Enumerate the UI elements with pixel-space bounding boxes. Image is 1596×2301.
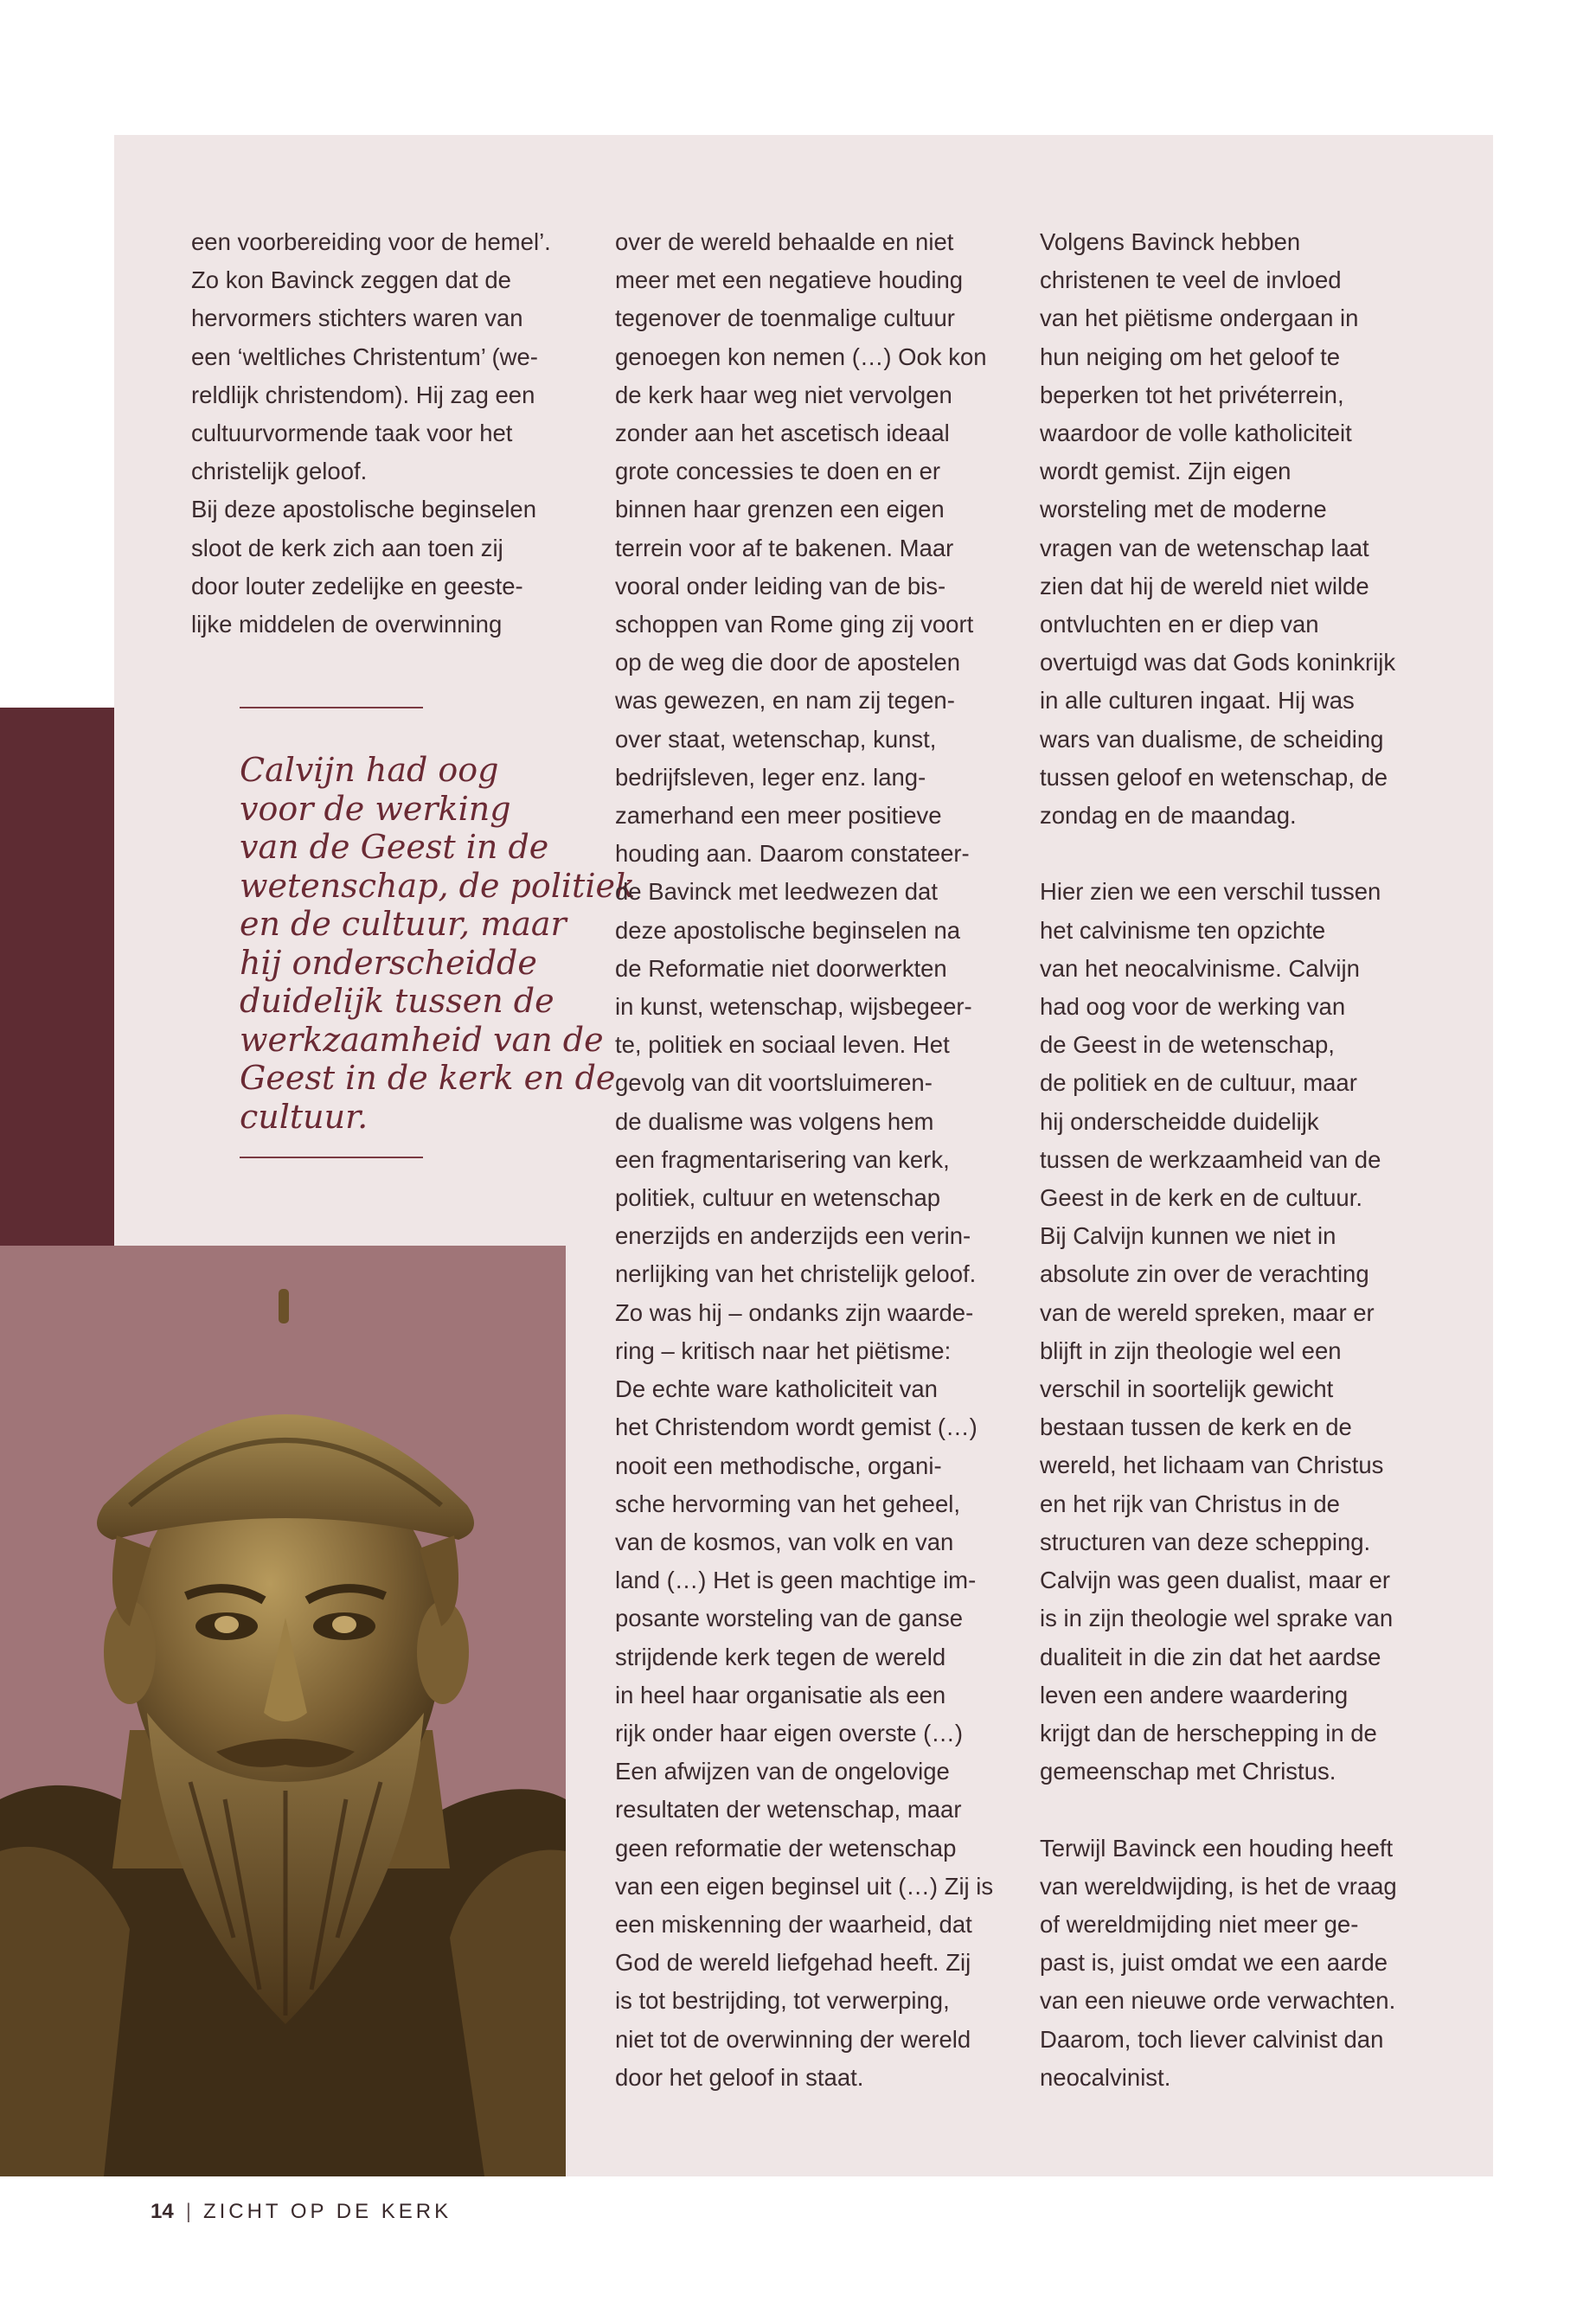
text-line: deze apostolische beginselen na <box>615 916 961 944</box>
pull-quote <box>240 751 635 1136</box>
quote-line: werkzaamheid van de <box>240 1020 604 1059</box>
text-line: Bij Calvijn kunnen we niet in <box>1040 1222 1336 1250</box>
text-line: bestaan tussen de kerk en de <box>1040 1413 1352 1441</box>
text-line: is tot bestrijding, tot verwerping, <box>615 1987 950 2015</box>
text-line: de politiek en de cultuur, maar <box>1040 1069 1357 1097</box>
text-line: christenen te veel de invloed <box>1040 266 1342 294</box>
text-line: De echte ware katholiciteit van <box>615 1375 938 1403</box>
text-line: een ‘weltliches Christentum’ (we- <box>191 343 538 370</box>
text-line: Zo kon Bavinck zeggen dat de <box>191 266 511 294</box>
text-line: schoppen van Rome ging zij voort <box>615 611 974 638</box>
text-line: zondag en de maandag. <box>1040 802 1297 830</box>
text-line: overtuigd was dat Gods koninkrijk <box>1040 649 1396 676</box>
text-line: nerlijking van het christelijk geloof. <box>615 1260 977 1288</box>
text-line: Bij deze apostolische beginselen <box>191 496 537 523</box>
text-line: van de wereld spreken, maar er <box>1040 1298 1375 1326</box>
text-line: hun neiging om het geloof te <box>1040 343 1341 370</box>
text-line: Calvijn was geen dualist, maar er <box>1040 1567 1391 1594</box>
text-line: nooit een methodische, organi- <box>615 1452 942 1479</box>
text-line: de Bavinck met leedwezen dat <box>615 878 938 906</box>
text-line: genoegen kon nemen (…) Ook kon <box>615 343 987 370</box>
text-line: sloot de kerk zich aan toen zij <box>191 534 503 561</box>
text-line: tegenover de toenmalige cultuur <box>615 304 955 332</box>
text-line: van het neocalvinisme. Calvijn <box>1040 954 1360 982</box>
quote-line: wetenschap, de politiek <box>240 866 635 905</box>
text-line: bedrijfsleven, leger enz. lang- <box>615 763 926 791</box>
text-line: van wereldwijding, is het de vraag <box>1040 1872 1397 1900</box>
text-line: Een afwijzen van de ongelovige <box>615 1758 950 1785</box>
text-line: christelijk geloof. <box>191 458 368 485</box>
text-line: Geest in de kerk en de cultuur. <box>1040 1184 1362 1212</box>
text-line: worsteling met de moderne <box>1040 496 1327 523</box>
text-line: blijft in zijn theologie wel een <box>1040 1336 1342 1364</box>
quote-line: hij onderscheidde <box>240 943 537 982</box>
text-line: neocalvinist. <box>1040 2063 1171 2091</box>
text-line: grote concessies te doen en er <box>615 458 941 485</box>
text-line: vooral onder leiding van de bis- <box>615 572 946 599</box>
text-line: over staat, wetenschap, kunst, <box>615 725 937 753</box>
text-line: niet tot de overwinning der wereld <box>615 2025 971 2053</box>
text-line: hij onderscheidde duidelijk <box>1040 1107 1319 1135</box>
text-line: op de weg die door de apostelen <box>615 649 961 676</box>
text-line: zamerhand een meer positieve <box>615 802 942 830</box>
text-line: politiek, cultuur en wetenschap <box>615 1184 941 1212</box>
quote-line: en de cultuur, maar <box>240 905 567 943</box>
text-line: tussen geloof en wetenschap, de <box>1040 763 1388 791</box>
text-line: Hier zien we een verschil tussen <box>1040 878 1381 906</box>
text-line: posante worsteling van de ganse <box>615 1605 964 1632</box>
text-line: verschil in soortelijk gewicht <box>1040 1375 1334 1403</box>
text-line: de Reformatie niet doorwerkten <box>615 954 947 982</box>
text-line: in kunst, wetenschap, wijsbegeer- <box>615 993 972 1021</box>
text-line: een fragmentarisering van kerk, <box>615 1145 950 1173</box>
magazine-title: ZICHT OP DE KERK <box>202 2200 452 2223</box>
text-line: over de wereld behaalde en niet <box>615 228 954 255</box>
text-line: waardoor de volle katholiciteit <box>1040 420 1352 447</box>
quote-line: duidelijk tussen de <box>240 982 554 1020</box>
footer-separator: | <box>185 2200 191 2223</box>
text-line: reldlijk christendom). Hij zag een <box>191 381 535 408</box>
text-line: wordt gemist. Zijn eigen <box>1040 458 1292 485</box>
text-line: leven een andere waardering <box>1040 1681 1349 1708</box>
text-line: wars van dualisme, de scheiding <box>1040 725 1384 753</box>
text-line: enerzijds en anderzijds een verin- <box>615 1222 971 1250</box>
text-line: zonder aan het ascetisch ideaal <box>615 420 950 447</box>
text-line: geen reformatie der wetenschap <box>615 1834 957 1862</box>
column-2 <box>615 223 993 2097</box>
quote-line: Geest in de kerk en de <box>240 1059 616 1097</box>
text-line: land (…) Het is geen machtige im- <box>615 1567 977 1594</box>
text-line: resultaten der wetenschap, maar <box>615 1796 962 1823</box>
quote-line: van de Geest in de <box>240 828 549 866</box>
text-line: lijke middelen de overwinning <box>191 611 503 638</box>
text-line: te, politiek en sociaal leven. Het <box>615 1031 950 1059</box>
text-line: structuren van deze schepping. <box>1040 1528 1371 1555</box>
text-line: de dualisme was volgens hem <box>615 1107 934 1135</box>
text-line: was gewezen, en nam zij tegen- <box>615 687 955 715</box>
text-line: van een nieuwe orde verwachten. <box>1040 1987 1396 2015</box>
text-line: door louter zedelijke en geeste- <box>191 572 523 599</box>
text-line: Daarom, toch liever calvinist dan <box>1040 2025 1384 2053</box>
text-line: of wereldmijding niet meer ge- <box>1040 1910 1359 1938</box>
text-line: een miskenning der waarheid, dat <box>615 1910 972 1938</box>
text-line: meer met een negatieve houding <box>615 266 964 294</box>
text-line: ontvluchten en er diep van <box>1040 611 1319 638</box>
text-line: vragen van de wetenschap laat <box>1040 534 1369 561</box>
text-line: het calvinisme ten opzichte <box>1040 916 1326 944</box>
text-line: het Christendom wordt gemist (…) <box>615 1413 977 1441</box>
calvin-bust-photo <box>0 1246 566 2176</box>
quote-line: voor de werking <box>240 789 511 828</box>
text-line: rijk onder haar eigen overste (…) <box>615 1719 963 1747</box>
text-line: ring – kritisch naar het piëtisme: <box>615 1336 952 1364</box>
text-line: past is, juist omdat we een aarde <box>1040 1949 1388 1977</box>
quote-rule-top <box>240 707 423 708</box>
text-line: God de wereld liefgehad heeft. Zij <box>615 1949 971 1977</box>
text-line: Terwijl Bavinck een houding heeft <box>1040 1834 1394 1862</box>
text-line: krijgt dan de herschepping in de <box>1040 1719 1377 1747</box>
column-3 <box>1040 223 1397 2097</box>
text-line: en het rijk van Christus in de <box>1040 1490 1340 1517</box>
page-number: 14 <box>151 2200 174 2223</box>
text-line: gevolg van dit voortsluimeren- <box>615 1069 933 1097</box>
text-line: sche hervorming van het geheel, <box>615 1490 960 1517</box>
text-line: terrein voor af te bakenen. Maar <box>615 534 954 561</box>
text-line: in alle culturen ingaat. Hij was <box>1040 687 1355 715</box>
text-line: gemeenschap met Christus. <box>1040 1758 1336 1785</box>
text-line: strijdende kerk tegen de wereld <box>615 1643 946 1670</box>
text-line: van een eigen beginsel uit (…) Zij is <box>615 1872 994 1900</box>
text-line: Volgens Bavinck hebben <box>1040 228 1301 255</box>
text-line: beperken tot het privéterrein, <box>1040 381 1344 408</box>
page-footer <box>151 2200 452 2224</box>
quote-line: Calvijn had oog <box>240 751 499 789</box>
text-line: Zo was hij – ondanks zijn waarde- <box>615 1298 974 1326</box>
text-line: de kerk haar weg niet vervolgen <box>615 381 952 408</box>
paragraph-gap <box>1040 1791 1397 1829</box>
text-line: in heel haar organisatie als een <box>615 1681 946 1708</box>
maroon-side-bar <box>0 708 114 1246</box>
text-line: de Geest in de wetenschap, <box>1040 1031 1335 1059</box>
paragraph-gap <box>1040 835 1397 873</box>
text-line: door het geloof in staat. <box>615 2063 864 2091</box>
quote-line: cultuur. <box>240 1097 369 1136</box>
text-line: cultuurvormende taak voor het <box>191 420 513 447</box>
text-line: houding aan. Daarom constateer- <box>615 840 970 868</box>
text-line: had oog voor de werking van <box>1040 993 1346 1021</box>
text-line: van de kosmos, van volk en van <box>615 1528 954 1555</box>
text-line: is in zijn theologie wel sprake van <box>1040 1605 1394 1632</box>
text-line: zien dat hij de wereld niet wilde <box>1040 572 1369 599</box>
text-line: dualiteit in die zin dat het aardse <box>1040 1643 1381 1670</box>
column-1 <box>191 223 551 644</box>
text-line: wereld, het lichaam van Christus <box>1040 1452 1384 1479</box>
text-line: van het piëtisme ondergaan in <box>1040 304 1359 332</box>
text-line: tussen de werkzaamheid van de <box>1040 1145 1381 1173</box>
text-line: hervormers stichters waren van <box>191 304 523 332</box>
text-line: absolute zin over de verachting <box>1040 1260 1369 1288</box>
text-line: een voorbereiding voor de hemel’. <box>191 228 551 255</box>
text-line: binnen haar grenzen een eigen <box>615 496 945 523</box>
quote-rule-bottom <box>240 1157 423 1158</box>
